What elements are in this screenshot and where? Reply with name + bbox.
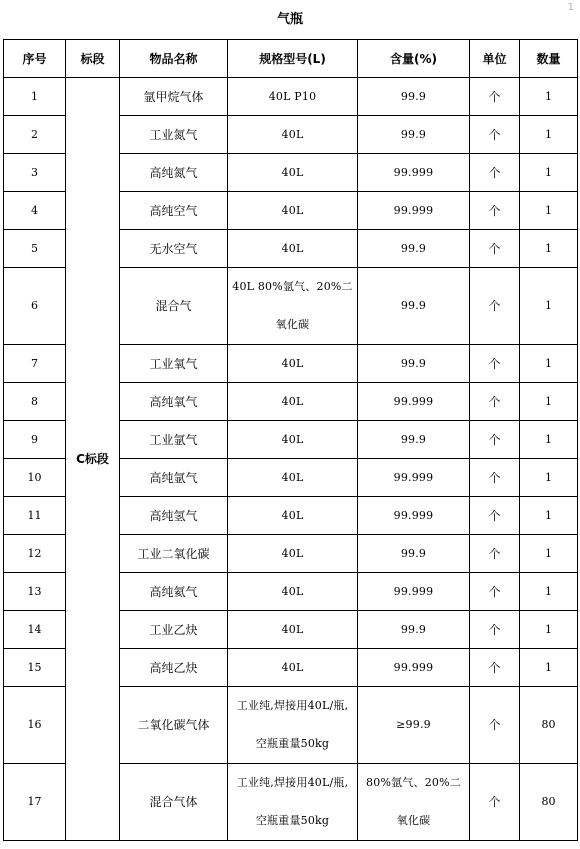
cell-spec: 40L (228, 383, 358, 421)
cell-unit: 个 (470, 649, 520, 687)
cell-unit: 个 (470, 764, 520, 841)
cell-index: 9 (4, 421, 66, 459)
cell-qty: 1 (520, 611, 578, 649)
cell-qty: 1 (520, 78, 578, 116)
cell-content: 99.9 (358, 230, 470, 268)
cell-name: 氩甲烷气体 (120, 78, 228, 116)
cell-content: ≥99.9 (358, 687, 470, 764)
cell-index: 12 (4, 535, 66, 573)
cell-spec: 40L (228, 611, 358, 649)
gas-cylinder-table (3, 39, 578, 841)
cell-content: 99.999 (358, 459, 470, 497)
cell-qty: 1 (520, 535, 578, 573)
cell-qty: 1 (520, 573, 578, 611)
cell-name: 高纯氧气 (120, 383, 228, 421)
cell-spec: 40L (228, 116, 358, 154)
cell-name: 工业氮气 (120, 116, 228, 154)
cell-qty: 1 (520, 649, 578, 687)
cell-qty: 80 (520, 687, 578, 764)
header-spec: 规格型号(L) (228, 40, 358, 78)
cell-index: 6 (4, 268, 66, 345)
cell-spec: 40L (228, 421, 358, 459)
cell-spec: 工业纯,焊接用40L/瓶,空瓶重量50kg (228, 687, 358, 764)
cell-content: 99.9 (358, 116, 470, 154)
cell-name: 二氧化碳气体 (120, 687, 228, 764)
cell-content: 99.9 (358, 345, 470, 383)
cell-spec: 40L 80%氩气、20%二氧化碳 (228, 268, 358, 345)
cell-content: 99.999 (358, 192, 470, 230)
cell-name: 高纯氮气 (120, 154, 228, 192)
header-section: 标段 (66, 40, 120, 78)
header-unit: 单位 (470, 40, 520, 78)
cell-content: 80%氩气、20%二氧化碳 (358, 764, 470, 841)
cell-index: 3 (4, 154, 66, 192)
cell-spec: 40L P10 (228, 78, 358, 116)
cell-unit: 个 (470, 154, 520, 192)
cell-index: 15 (4, 649, 66, 687)
cell-name: 高纯空气 (120, 192, 228, 230)
cell-spec: 40L (228, 192, 358, 230)
cell-spec: 40L (228, 154, 358, 192)
cell-qty: 1 (520, 230, 578, 268)
cell-index: 10 (4, 459, 66, 497)
cell-qty: 1 (520, 383, 578, 421)
cell-index: 5 (4, 230, 66, 268)
cell-index: 13 (4, 573, 66, 611)
cell-spec: 工业纯,焊接用40L/瓶,空瓶重量50kg (228, 764, 358, 841)
page-title: 气瓶 (276, 12, 303, 27)
cell-content: 99.9 (358, 78, 470, 116)
cell-qty: 80 (520, 764, 578, 841)
cell-content: 99.999 (358, 573, 470, 611)
cell-spec: 40L (228, 230, 358, 268)
cell-name: 工业乙炔 (120, 611, 228, 649)
cell-name: 高纯氩气 (120, 459, 228, 497)
cell-unit: 个 (470, 230, 520, 268)
header-content: 含量(%) (358, 40, 470, 78)
cell-qty: 1 (520, 116, 578, 154)
cell-name: 高纯氦气 (120, 573, 228, 611)
cell-name: 工业氧气 (120, 345, 228, 383)
cell-unit: 个 (470, 459, 520, 497)
corner-mark: 1 (567, 2, 574, 13)
header-index: 序号 (4, 40, 66, 78)
cell-unit: 个 (470, 192, 520, 230)
cell-content: 99.9 (358, 268, 470, 345)
cell-index: 14 (4, 611, 66, 649)
cell-index: 1 (4, 78, 66, 116)
cell-unit: 个 (470, 383, 520, 421)
cell-content: 99.999 (358, 649, 470, 687)
cell-unit: 个 (470, 497, 520, 535)
cell-qty: 1 (520, 459, 578, 497)
header-qty: 数量 (520, 40, 578, 78)
header-name: 物品名称 (120, 40, 228, 78)
cell-spec: 40L (228, 345, 358, 383)
cell-spec: 40L (228, 573, 358, 611)
section-cell: C标段 (66, 78, 120, 841)
cell-spec: 40L (228, 649, 358, 687)
cell-qty: 1 (520, 154, 578, 192)
cell-content: 99.9 (358, 535, 470, 573)
cell-index: 11 (4, 497, 66, 535)
cell-spec: 40L (228, 497, 358, 535)
cell-unit: 个 (470, 611, 520, 649)
cell-name: 高纯乙炔 (120, 649, 228, 687)
cell-unit: 个 (470, 78, 520, 116)
cell-qty: 1 (520, 497, 578, 535)
cell-name: 工业二氧化碳 (120, 535, 228, 573)
cell-qty: 1 (520, 192, 578, 230)
cell-unit: 个 (470, 345, 520, 383)
cell-content: 99.9 (358, 611, 470, 649)
cell-name: 无水空气 (120, 230, 228, 268)
cell-unit: 个 (470, 116, 520, 154)
cell-spec: 40L (228, 459, 358, 497)
cell-index: 16 (4, 687, 66, 764)
cell-content: 99.9 (358, 421, 470, 459)
cell-unit: 个 (470, 687, 520, 764)
cell-index: 17 (4, 764, 66, 841)
cell-spec: 40L (228, 535, 358, 573)
cell-qty: 1 (520, 268, 578, 345)
cell-content: 99.999 (358, 383, 470, 421)
cell-unit: 个 (470, 421, 520, 459)
cell-qty: 1 (520, 345, 578, 383)
cell-unit: 个 (470, 573, 520, 611)
cell-name: 工业氩气 (120, 421, 228, 459)
cell-content: 99.999 (358, 154, 470, 192)
cell-index: 7 (4, 345, 66, 383)
table-header-row (4, 40, 578, 78)
cell-index: 2 (4, 116, 66, 154)
cell-unit: 个 (470, 535, 520, 573)
cell-content: 99.999 (358, 497, 470, 535)
cell-name: 混合气体 (120, 764, 228, 841)
cell-name: 高纯氢气 (120, 497, 228, 535)
cell-index: 4 (4, 192, 66, 230)
cell-unit: 个 (470, 268, 520, 345)
cell-name: 混合气 (120, 268, 228, 345)
table-row (4, 78, 578, 116)
cell-index: 8 (4, 383, 66, 421)
cell-qty: 1 (520, 421, 578, 459)
